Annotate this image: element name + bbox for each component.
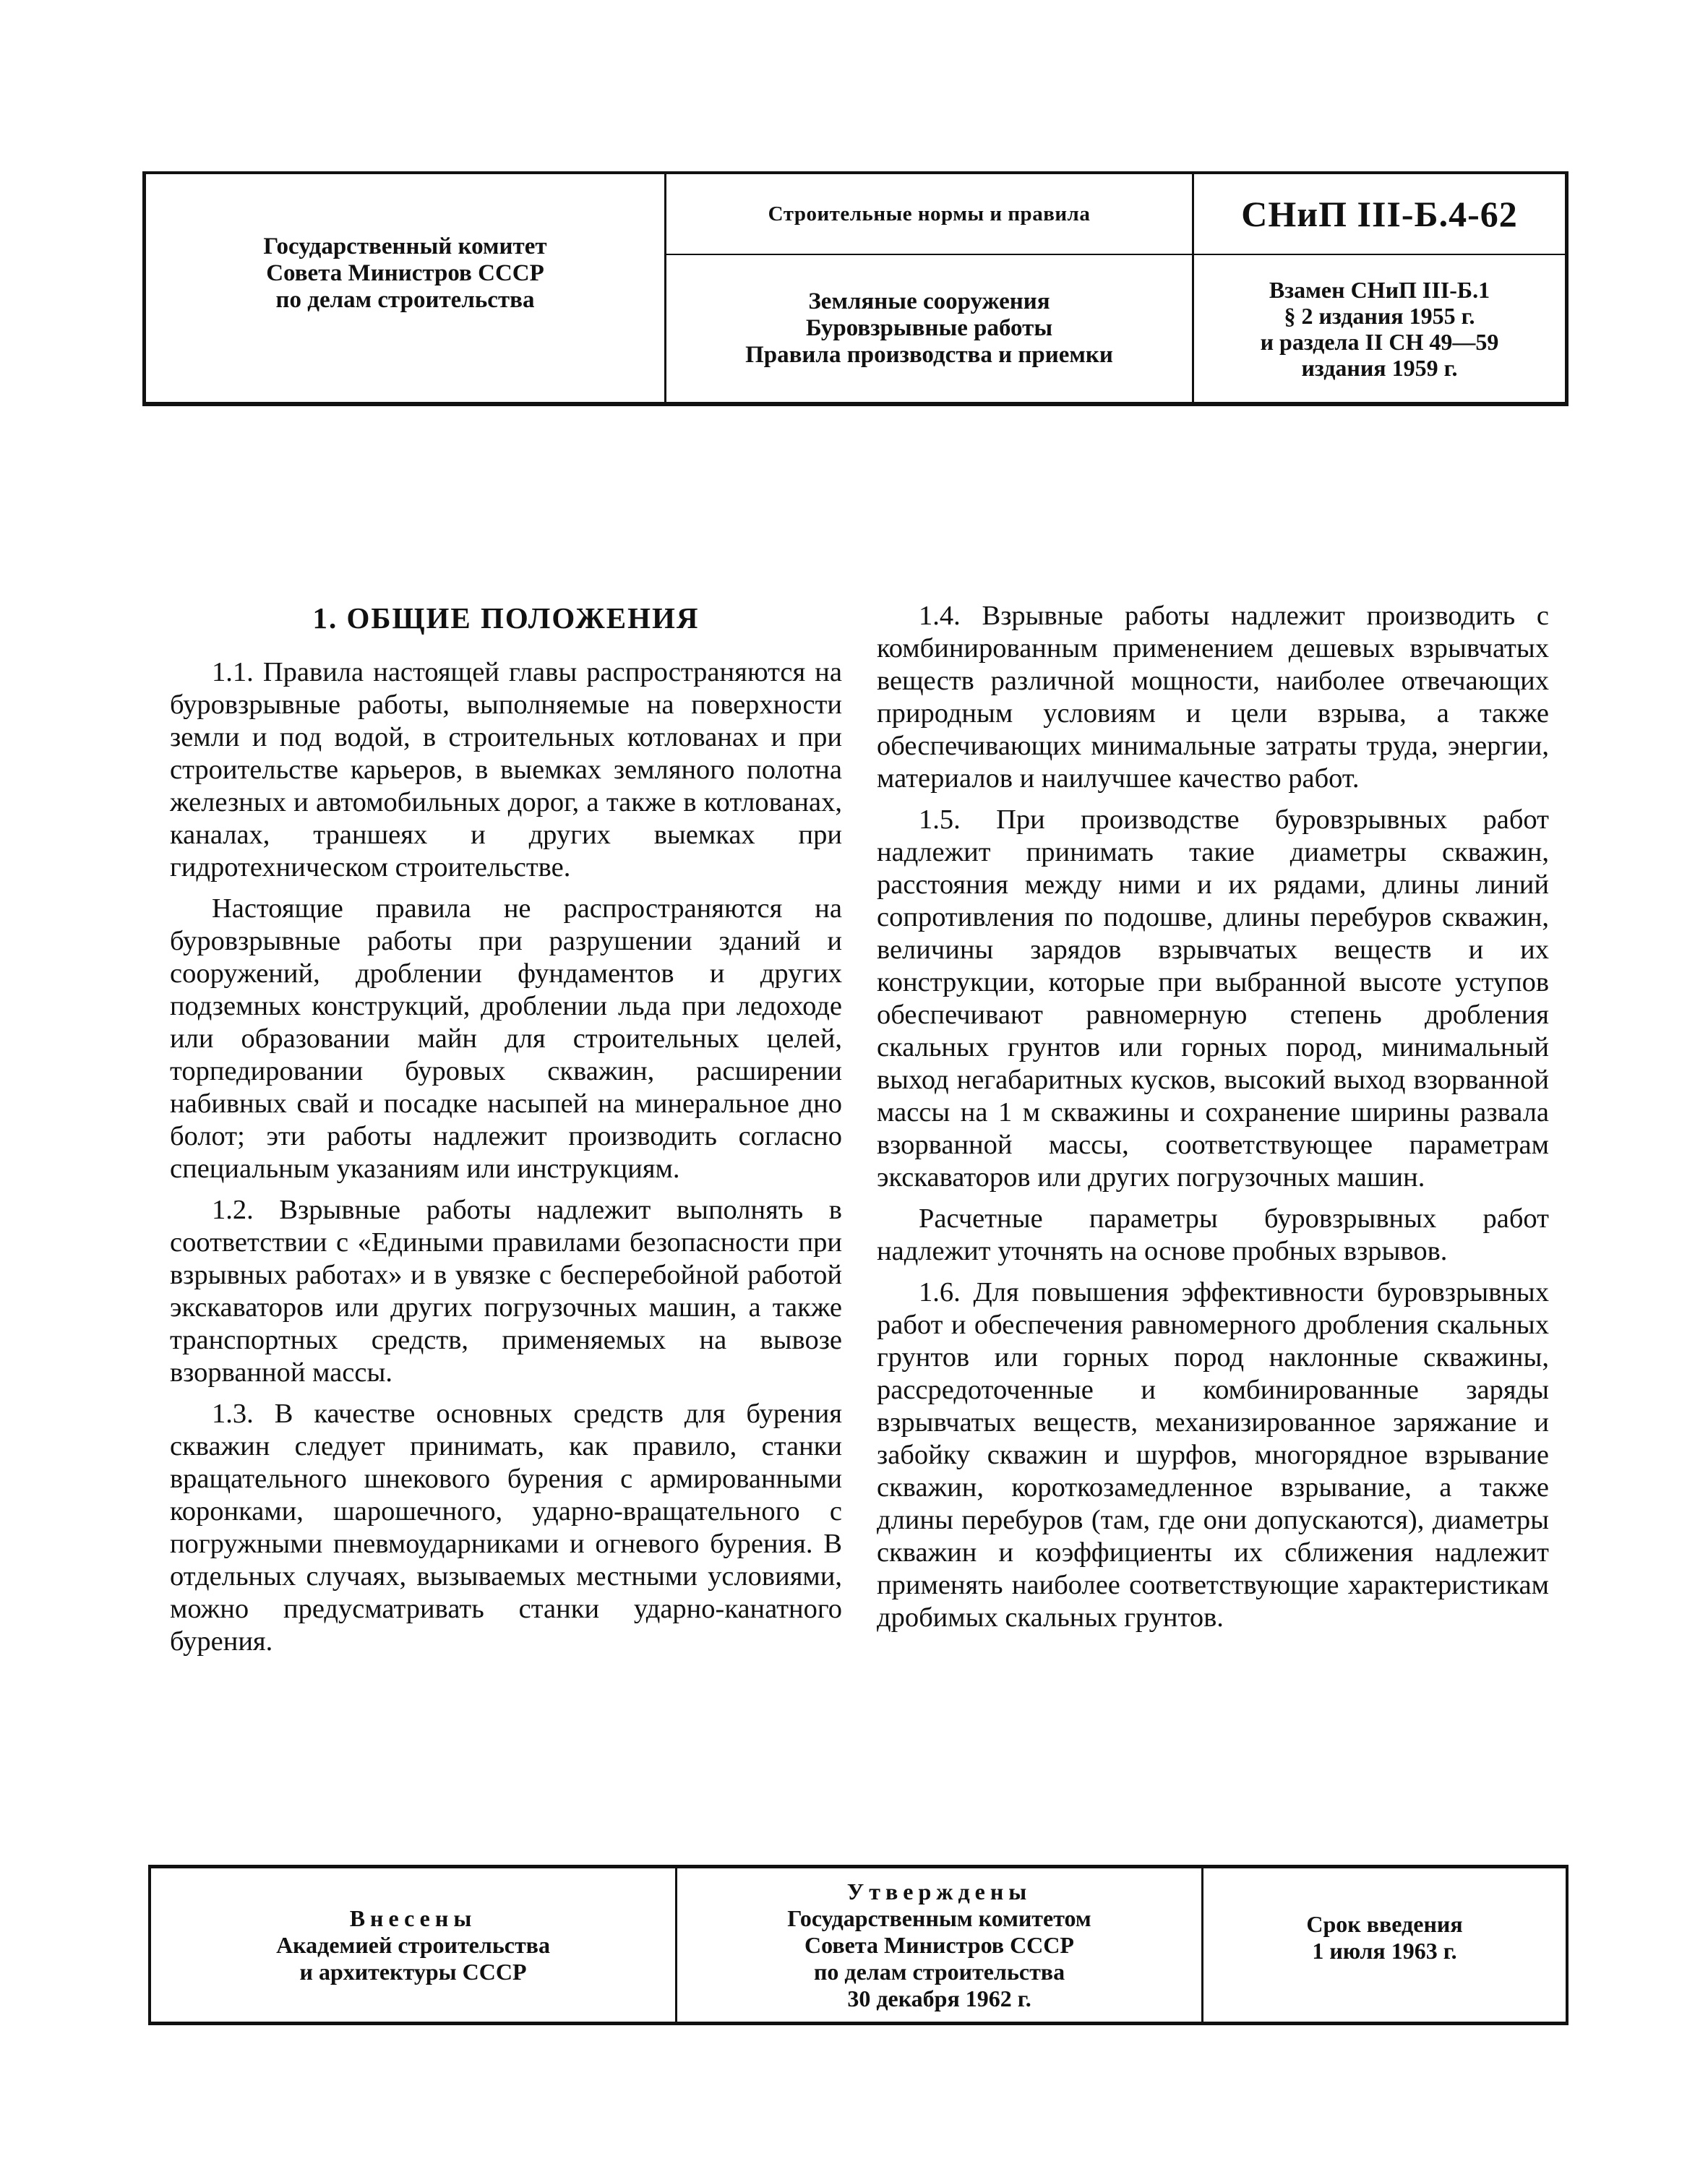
title-line: Буровзрывные работы xyxy=(805,315,1053,341)
approved-by-line: Государственным комитетом xyxy=(787,1905,1091,1931)
approved-by-line: по делам строительства xyxy=(813,1958,1065,1985)
replaces-note xyxy=(1194,255,1565,402)
paragraph-text: Расчетные параметры буровзрывных работ надлежит уточнять на основе пробных взрывов. xyxy=(877,1203,1549,1266)
section-title: 1. ОБЩИЕ ПОЛОЖЕНИЯ xyxy=(312,601,700,635)
paragraph xyxy=(877,1276,1549,1634)
paragraph-text: Для повышения эффективности буровзрывных работ и обеспечения равномерного дробления скальных грунтов или горных пород наклонные скважины, рассредоточенные и комбинированные заряды взрывчатых веществ, механизированное заряжание и забойку скважин и шурфов, многорядное взрывание скважин, короткозамедленное взрывание, а также длины перебуров (там, где они допускаются), диаметры скважин и коэффициенты их сближения надлежит применять наиболее соответствующие характеристикам дробимых скальных грунтов. xyxy=(877,1277,1549,1633)
paragraph xyxy=(170,893,842,1185)
paragraph xyxy=(877,600,1549,795)
header-table xyxy=(142,171,1568,406)
effective-date: 1 июля 1963 г. xyxy=(1312,1938,1457,1964)
organization-line: Государственный комитет xyxy=(263,233,547,259)
paragraph xyxy=(877,1203,1549,1268)
introduced-label: Внесены xyxy=(349,1905,477,1931)
footer-table xyxy=(148,1865,1568,2025)
document-code: СНиП III-Б.4-62 xyxy=(1194,174,1565,255)
replaces-line: и раздела II СН 49—59 xyxy=(1260,328,1499,355)
replaces-line: издания 1959 г. xyxy=(1301,354,1458,381)
title-line: Правила производства и приемки xyxy=(745,342,1113,368)
paragraph-text: Правила настоящей главы распространяются на буровзрывные работы, выполняемые на поверхности земли и под водой, в строительных котлованах и при строительстве карьеров, в выемках земляного полотна железных и автомобильных дорог, а также в котлованах, каналах, траншеях и других выемках при гидротехническом строительстве. xyxy=(170,657,842,883)
introduced-by-line: и архитектуры СССР xyxy=(299,1958,527,1985)
introduced-by-line: Академией строительства xyxy=(276,1931,550,1958)
paragraph-text: Взрывные работы надлежит выполнять в соответствии с «Едиными правилами безопасности при взрывных работах» и в увязке с бесперебойной работой экскаваторов или других погрузочных машин, а также транспортных средств, применяемых на вывозе взорванной массы. xyxy=(170,1195,842,1388)
approved-label: Утверждены xyxy=(846,1878,1032,1905)
paragraph-text: При производстве буровзрывных работ надлежит принимать такие диаметры скважин, расстояния между ними и их рядами, длины линий сопротивления по подошве, длины перебуров скважин, величины зарядов взрывчатых веществ и их конструкции, которые при выбранной высоте уступов обеспечивают равномерную степень дробления скальных грунтов или горных пород, минимальный выход негабаритных кусков, высокий выход взорванной массы на 1 м скважины и сохранение ширины развала взорванной массы, соответствующее параметрам экскаваторов или других погрузочных машин. xyxy=(877,804,1549,1193)
header-title-column xyxy=(666,174,1194,402)
organization-line: по делам строительства xyxy=(275,287,535,313)
paragraph-number: 1.4. xyxy=(919,601,961,631)
paragraph-number: 1.3. xyxy=(212,1399,254,1429)
effective-label: Срок введения xyxy=(1306,1911,1463,1937)
header-code-column xyxy=(1194,174,1565,402)
approved-by-line: Совета Министров СССР xyxy=(804,1931,1074,1958)
header-organization xyxy=(146,174,666,402)
organization-line: Совета Министров СССР xyxy=(266,260,544,286)
paragraph-text: В качестве основных средств для бурения скважин следует принимать, как правило, станки вращательного шнекового бурения с армированными коронками, шарошечного, ударно-вращательного с погружными пневмоударниками и огневого бурения. В отдельных случаях, вызываемых местными условиями, можно предусматривать станки ударно-канатного бурения. xyxy=(170,1399,843,1657)
paragraph-text: Настоящие правила не распространяются на буровзрывные работы при разрушении зданий и сооружений, дроблении фундаментов и других подземных конструкций, дроблении льда при ледоходе или образовании майн для строительных целей, торпедировании буровых скважин, расширении набивных свай и посадке насыпей на минеральное дно болот; эти работы надлежит производить согласно специальным указаниям или инструкциям. xyxy=(170,893,842,1184)
paragraph-number: 1.5. xyxy=(919,804,961,835)
footer-introduced xyxy=(151,1868,677,2022)
paragraph xyxy=(170,656,842,884)
right-column xyxy=(877,600,1549,1643)
paragraph-text: Взрывные работы надлежит производить с комбинированным применением дешевых взрывчатых веществ различной мощности, наиболее отвечающих природным условиям и цели взрыва, а также обеспечивающих минимальные затраты труда, энергии, материалов и наилучшее качество работ. xyxy=(877,601,1549,794)
title-line: Земляные сооружения xyxy=(808,288,1050,314)
paragraph xyxy=(877,804,1549,1194)
approved-date: 30 декабря 1962 г. xyxy=(847,1985,1031,2011)
series-label: Строительные нормы и правила xyxy=(666,174,1192,255)
paragraph-number: 1.6. xyxy=(919,1277,961,1308)
paragraph-number: 1.1. xyxy=(212,657,254,687)
replaces-line: § 2 издания 1955 г. xyxy=(1284,302,1475,329)
footer-approved xyxy=(677,1868,1203,2022)
left-column xyxy=(170,600,842,1667)
document-title xyxy=(666,255,1192,402)
footer-effective-date xyxy=(1203,1868,1566,2022)
paragraph-number: 1.2. xyxy=(212,1195,254,1225)
replaces-line: Взамен СНиП III-Б.1 xyxy=(1269,276,1490,303)
paragraph xyxy=(170,1194,842,1389)
paragraph xyxy=(170,1398,842,1658)
